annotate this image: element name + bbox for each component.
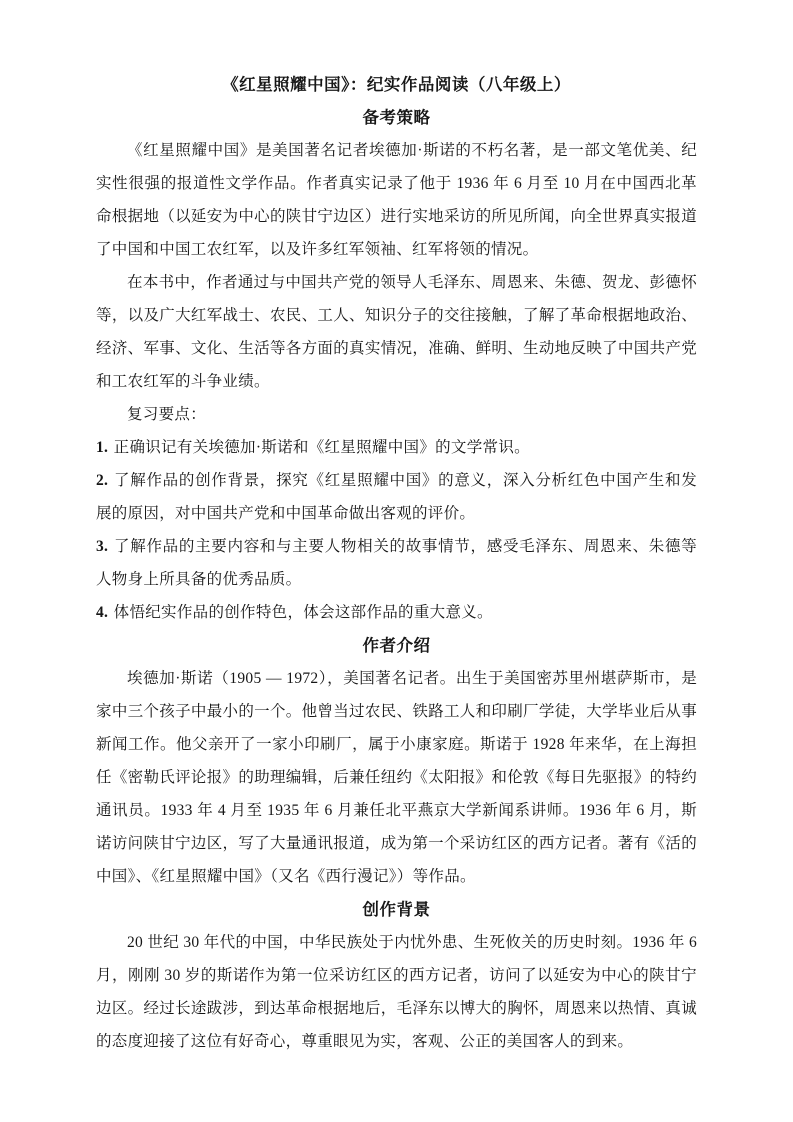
list-item-text: 体悟纪实作品的创作特色，体会这部作品的重大意义。 [113,604,493,621]
list-item-text: 了解作品的创作背景，探究《红星照耀中国》的意义，深入分析红色中国产生和发展的原因，对中国共产党和中国革命做出客观的评价。 [96,472,697,522]
list-item-2 [96,464,697,530]
paragraph-book-content: 在本书中，作者通过与中国共产党的领导人毛泽东、周恩来、朱德、贺龙、彭德怀等，以及广大红军战士、农民、工人、知识分子的交往接触，了解了革命根据地政治、经济、军事、文化、生活等各方面的真实情况，准确、鲜明、生动地反映了中国共产党和工农红军的斗争业绩。 [96,274,697,390]
paragraph-book-overview: 《红星照耀中国》是美国著名记者埃德加·斯诺的不朽名著，是一部文笔优美、纪实性很强的报道性文学作品。作者真实记录了他于 1936 年 6 月至 10 月在中国西北革命根据地（以延安为中心的陕甘宁边区）进行实地采访的所见所闻，向全世界真实报道了中国和中国工农红军，以及许多红军领袖、红军将领的情况。 [96,142,697,258]
list-item-text: 正确识记有关埃德加·斯诺和《红星照耀中国》的文学常识。 [113,439,530,456]
list-item-3 [96,530,697,596]
list-item-text: 了解作品的主要内容和与主要人物相关的故事情节，感受毛泽东、周恩来、朱德等人物身上所具备的优秀品质。 [96,538,697,588]
list-item-number: 2. [96,472,109,489]
paragraph-creation-background: 20 世纪 30 年代的中国，中华民族处于内忧外患、生死攸关的历史时刻。1936 年 6 月，刚刚 30 岁的斯诺作为第一位采访红区的西方记者，访问了以延安为中心的陕甘宁边区。经过长途跋涉，到达革命根据地后，毛泽东以博大的胸怀，周恩来以热情、真诚的态度迎接了这位有好奇心，尊重眼见为实，客观、公正的美国客人的到来。 [96,934,697,1050]
list-item-number: 1. [96,439,109,456]
section-heading-creation-background: 创作背景 [362,900,431,919]
paragraph-review-points-label: 复习要点： [127,406,207,423]
document-title: 《红星照耀中国》：纪实作品阅读（八年级上） [222,75,571,94]
list-item-1 [96,431,697,464]
section-heading-exam-strategy: 备考策略 [362,108,431,127]
list-item-number: 3. [96,538,109,555]
list-item-4 [96,596,697,629]
paragraph-author-bio: 埃德加·斯诺（1905 — 1972），美国著名记者。出生于美国密苏里州堪萨斯市，是家中三个孩子中最小的一个。他曾当过农民、铁路工人和印刷厂学徒，大学毕业后从事新闻工作。他父亲开了一家小印刷厂，属于小康家庭。斯诺于 1928 年来华，在上海担任《密勒氏评论报》的助理编辑，后兼任纽约《太阳报》和伦敦《每日先驱报》的特约通讯员。1933 年 4 月至 1935 年 6 月兼任北平燕京大学新闻系讲师。1936 年 6 月，斯诺访问陕甘宁边区，写了大量通讯报道，成为第一个采访红区的西方记者。著有《活的中国》、《红星照耀中国》（又名《西行漫记》）等作品。 [96,670,697,885]
section-heading-author-intro: 作者介绍 [362,636,431,655]
list-item-number: 4. [96,604,109,621]
